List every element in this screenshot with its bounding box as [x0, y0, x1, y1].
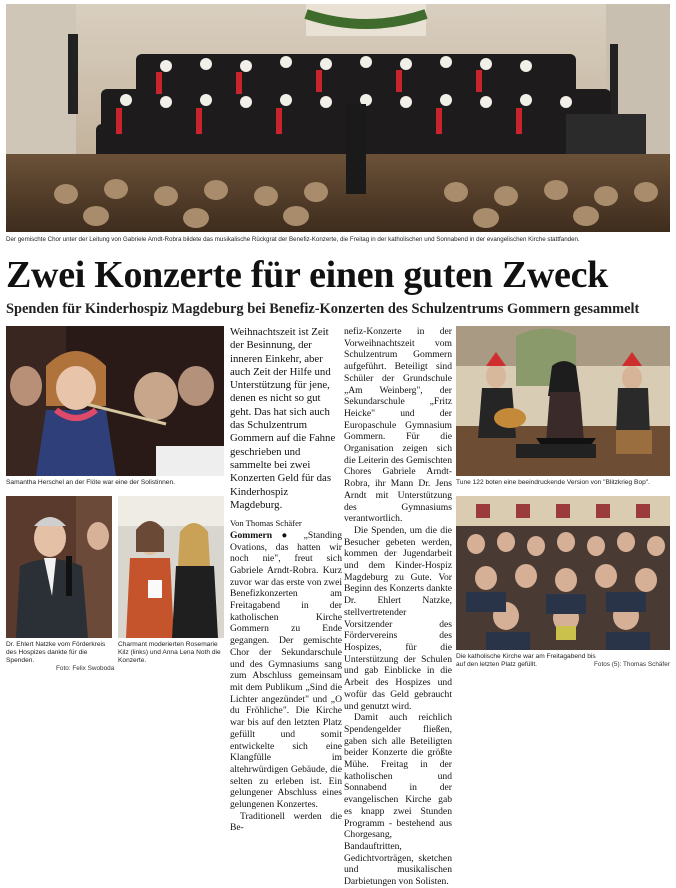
band-photo-caption: Tune 122 boten eine beeindruckende Version von "Blitzkrieg Bop". — [456, 479, 650, 486]
moderators-photo — [118, 496, 224, 638]
subheadline: Spenden für Kinderhospiz Magdeburg bei Benefiz-Konzerten des Schulzentrums Gommern gesammelt — [6, 301, 640, 317]
article-body-1: „Standing Ovations, das hatten wir noch nie", freut sich Gabriele Arndt-Robra. Kurz zuvor war das erste von zwei Benefizkonzerten am Freitagabend in der katholischen Kirche Gommern zu Ende gegangen. Der gemischte Chor der Sekundarschule und des Gymnasiums sang zum Abschluss gemeinsam mit dem Publikum „Sind die Lichter angezündet" und „O du Fröhliche". Die Kirche war bis auf den letzten Platz gefüllt und somit entwickelte sich eine Klangfülle im altehrwürdigen Gebäude, die selten zu erleben ist. Ein gelungener Abschluss eines gelungenen Konzertes. — [230, 529, 342, 811]
band-photo — [456, 326, 670, 476]
audience-photo — [456, 496, 670, 650]
choir-photo — [6, 4, 670, 232]
flute-photo-caption: Samantha Herschel an der Flöte war eine der Solistinnen. — [6, 479, 175, 486]
article-body-1-end: Traditionell werden die Be- — [230, 810, 342, 834]
dateline: Gommern — [230, 529, 273, 541]
article-body-3: Die Spenden, um die die Besucher gebeten werden, kommen der Jugendarbeit und dem Kinder-Hospiz Magdeburg zu Gute. Vor Beginn des Konzerts dankte Dr. Ehlert Natzke, stellvertretender Vorsitzender des Fördervereins des Hospizes, für die Unterstützung der Schulen und gab Einblicke in die Arbeit des Hospizes und wofür das Geld gebraucht und genutzt wird. — [344, 524, 452, 712]
article-body-4: Damit auch reichlich Spendengelder fließen, gaben sich alle Beteiligten beider Konzerte die größte Mühe. Freitag in der katholischen und Sonnabend in der evangelischen Kirche gab es knapp zwei Stunden Programm - bestehend aus Chorgesang, Bandauftritten, Gedichtvorträgen, sketchen und musikalischen Darbietungen von Solisten. — [344, 712, 452, 888]
headline: Zwei Konzerte für einen guten Zweck — [6, 254, 608, 296]
audience-photo-credit: Fotos (5): Thomas Schäfer — [594, 661, 670, 668]
moderators-photo-caption: Charmant moderierten Rosemarie Kilz (links) und Anna Lena Noth die Konzerte. — [118, 641, 221, 664]
natzke-photo-caption: Dr. Ehlert Natzke vom Förderkreis des Hospizes dankte für die Spenden. — [6, 641, 106, 664]
article-column-1: Weihnachtszeit ist Zeit der Besinnung, der inneren Einkehr, aber auch Zeit der Hilfe und Unterstützung für jene, denen es nicht so gut geht. Das hat sich auch das Schulzentrum Gommern auf die Fahne geschrieben und sammelte bei zwei Konzerten Geld für das Kinderhospiz Magdeburg. Von Thomas Schäfer Gommern ● „Standing Ovations, das hatten wir noch nie", freut sich Gabriele Arndt-Robra. Kurz zuvor war das erste von zwei Benefizkonzerten am Freitagabend in der katholischen Kirche Gommern zu Ende gegangen. Der gemischte Chor der Sekundarschule und des Gymnasiums sang zum Abschluss gemeinsam mit dem Publikum „Sind die Lichter angezündet" und „O du Fröhliche". Die Kirche war bis auf den letzten Platz gefüllt und somit entwickelte sich eine Klangfülle im altehrwürdigen Gebäude, die selten zu erleben ist. Ein gelungener Abschluss eines gelungenen Konzertes. Traditionell werden die Be- — [230, 326, 342, 834]
audience-photo-caption: Die katholische Kirche war am Freitagabend bis auf den letzten Platz gefüllt. — [456, 653, 596, 668]
article-lead: Weihnachtszeit ist Zeit der Besinnung, der inneren Einkehr, aber auch Zeit der Hilfe und Unterstützung für jene, denen es nicht so gut geht. Das hat sich auch das Schulzentrum Gommern auf die Fahne geschrieben und sammelte bei zwei Konzerten Geld für das Kinderhospiz Magdeburg. — [230, 326, 336, 511]
article-body-2: nefiz-Konzerte in der Vorweihnachtszeit vom Schulzentrum Gommern aufgeführt. Beteiligt sind Schüler der Grundschule „Am Weinberg", der Sekundarschule „Fritz Heicke" und der Europaschule Gymnasium Gommern. Für die Organisation zeigen sich die Leiterin des Gemischten Chores Gabriele Arndt-Robra, ihr Mann Dr. Jens Arndt mit Unterstützung des Gymnasiums verantwortlich. — [344, 326, 452, 525]
article-column-2 — [344, 326, 452, 888]
choir-photo-caption: Der gemischte Chor unter der Leitung von Gabriele Arndt-Robra bildete das musikalische Rückgrat der Benefiz-Konzerte, die Freitag in der katholischen und Sonnabend in der evangelischen Kirche stattfanden. — [6, 236, 580, 243]
byline: Von Thomas Schäfer — [230, 518, 302, 529]
natzke-photo — [6, 496, 112, 638]
natzke-photo-credit: Foto: Felix Swoboda — [56, 665, 115, 672]
flute-photo — [6, 326, 224, 476]
